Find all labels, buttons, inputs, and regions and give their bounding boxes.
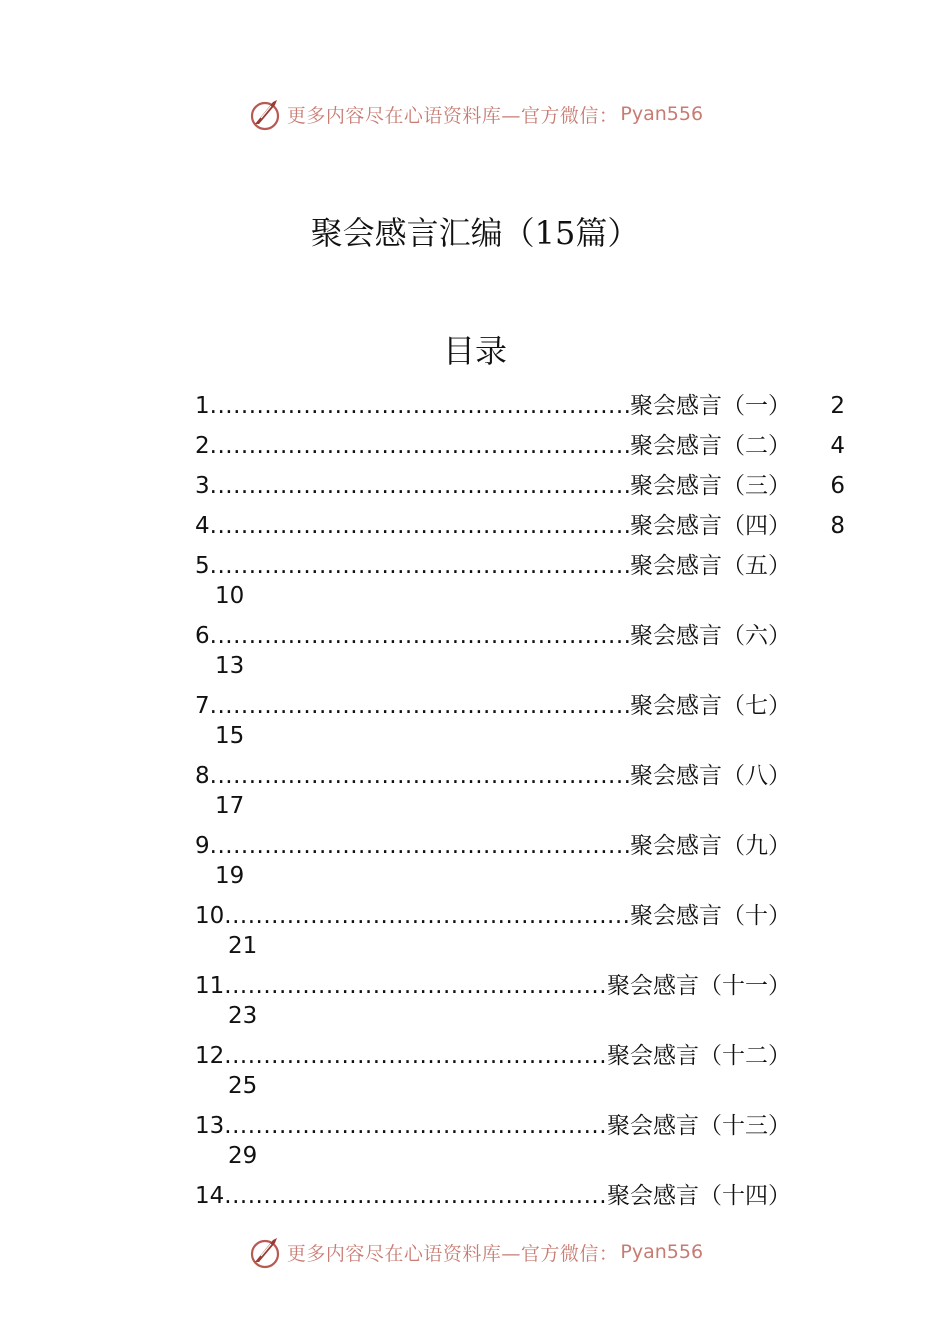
banner-text: 更多内容尽在心语资料库—官方微信： [286, 1242, 619, 1265]
toc-entry-page: 17 [215, 793, 245, 819]
toc-entry-title: 聚会感言（八） [630, 763, 791, 789]
toc-entry[interactable] [195, 471, 845, 501]
toc-entry[interactable] [195, 761, 845, 821]
toc-entry[interactable] [195, 391, 845, 421]
toc-entry[interactable] [195, 901, 845, 961]
quill-logo-icon [247, 1234, 283, 1270]
toc-entry-page: 4 [830, 433, 845, 459]
toc-entry-page: 19 [215, 863, 245, 889]
toc-entry[interactable] [195, 1041, 845, 1101]
header-watermark-banner [0, 94, 950, 134]
toc-entry-page: 15 [215, 723, 245, 749]
toc-dot-leader [210, 471, 630, 501]
toc-entry-number: 1 [195, 393, 210, 419]
toc-entry-number: 11 [195, 973, 225, 999]
toc-entry-title: 聚会感言（九） [630, 833, 791, 859]
toc-dot-leader [210, 511, 630, 541]
toc-dot-leader [224, 901, 630, 931]
toc-entry-title: 聚会感言（四） [630, 513, 791, 539]
toc-entry[interactable] [195, 831, 845, 891]
document-title: 聚会感言汇编（15篇） [310, 214, 640, 252]
banner-text: 更多内容尽在心语资料库—官方微信： [286, 104, 619, 127]
toc-entry-number: 5 [195, 553, 210, 579]
toc-entry[interactable] [195, 621, 845, 681]
toc-entry-page: 13 [215, 653, 245, 679]
toc-entry-page: 21 [228, 933, 258, 959]
toc-entry-title: 聚会感言（二） [630, 433, 791, 459]
toc-entry-number: 8 [195, 763, 210, 789]
toc-entry-title: 聚会感言（六） [630, 623, 791, 649]
toc-entry-title: 聚会感言（十三） [607, 1113, 791, 1139]
toc-entry-page: 29 [228, 1143, 258, 1169]
toc-entry-title: 聚会感言（十四） [607, 1183, 791, 1209]
toc-entry-number: 10 [195, 903, 225, 929]
toc-entry-number: 9 [195, 833, 210, 859]
toc-entry-number: 12 [195, 1043, 225, 1069]
toc-entry[interactable] [195, 691, 845, 751]
banner-wechat-id: Pyan556 [620, 1241, 704, 1263]
toc-entry-number: 13 [195, 1113, 225, 1139]
banner-wechat-id: Pyan556 [620, 103, 704, 125]
toc-entry-page: 8 [830, 513, 845, 539]
toc-dot-leader [210, 431, 630, 461]
toc-dot-leader [224, 1181, 607, 1211]
toc-entry-title: 聚会感言（三） [630, 473, 791, 499]
toc-dot-leader [210, 831, 630, 861]
toc-entry-number: 6 [195, 623, 210, 649]
toc-dot-leader [210, 691, 630, 721]
toc-entry-title: 聚会感言（一） [630, 393, 791, 419]
toc-dot-leader [224, 971, 607, 1001]
toc-entry-title: 聚会感言（十二） [607, 1043, 791, 1069]
toc-entry-number: 2 [195, 433, 210, 459]
toc-entry-number: 7 [195, 693, 210, 719]
toc-entry-page: 6 [830, 473, 845, 499]
toc-entry-title: 聚会感言（七） [630, 693, 791, 719]
table-of-contents [195, 391, 845, 1221]
footer-watermark-banner [0, 1232, 950, 1272]
toc-entry-page: 23 [228, 1003, 258, 1029]
toc-entry-title: 聚会感言（五） [630, 553, 791, 579]
toc-dot-leader [210, 391, 630, 421]
toc-dot-leader [224, 1041, 607, 1071]
toc-dot-leader [224, 1111, 607, 1141]
toc-entry[interactable] [195, 551, 845, 611]
toc-entry-title: 聚会感言（十） [630, 903, 791, 929]
toc-entry-page: 2 [830, 393, 845, 419]
toc-dot-leader [210, 621, 630, 651]
toc-entry-title: 聚会感言（十一） [607, 973, 791, 999]
toc-entry[interactable] [195, 1181, 845, 1211]
toc-dot-leader [210, 761, 630, 791]
toc-entry-page: 10 [215, 583, 245, 609]
toc-dot-leader [210, 551, 630, 581]
toc-entry[interactable] [195, 971, 845, 1031]
toc-heading: 目录 [442, 332, 507, 370]
quill-logo-icon [247, 96, 283, 132]
toc-entry[interactable] [195, 431, 845, 461]
toc-entry-number: 3 [195, 473, 210, 499]
toc-entry[interactable] [195, 1111, 845, 1171]
toc-entry-number: 4 [195, 513, 210, 539]
toc-entry-page: 25 [228, 1073, 258, 1099]
toc-entry-number: 14 [195, 1183, 225, 1209]
toc-entry[interactable] [195, 511, 845, 541]
